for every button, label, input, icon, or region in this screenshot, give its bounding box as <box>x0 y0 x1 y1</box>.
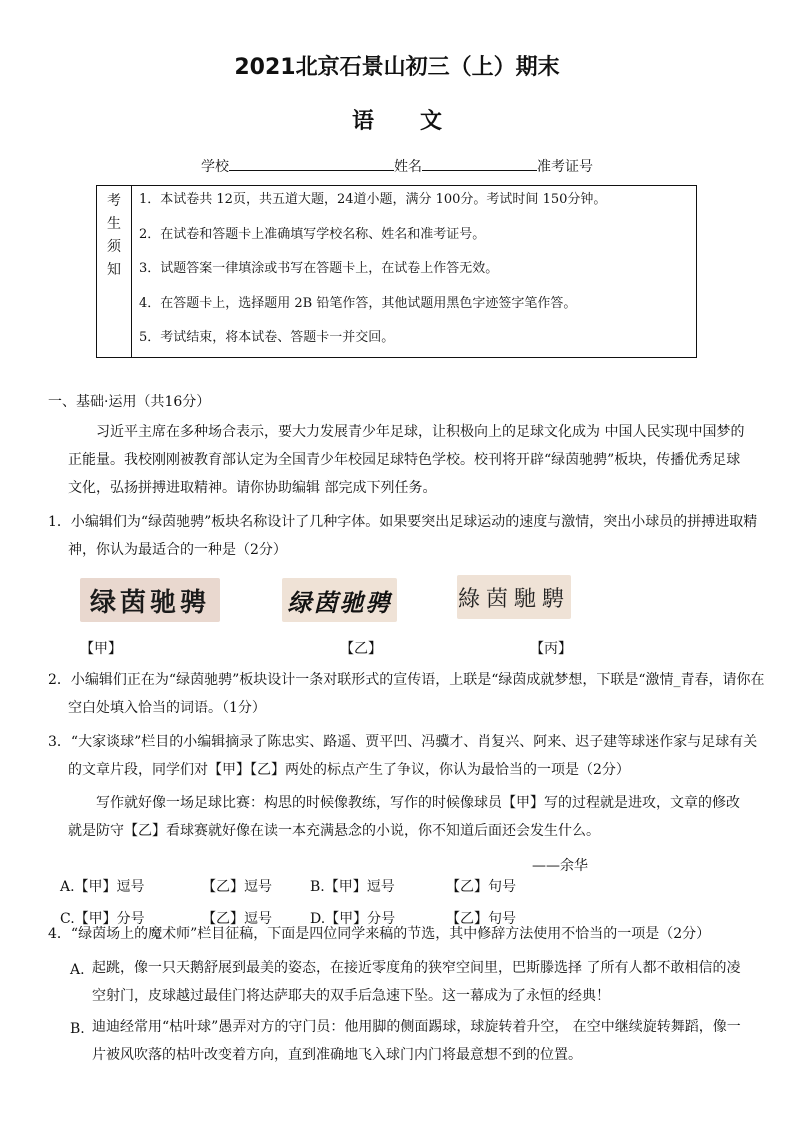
subject-title: 语文 <box>351 108 488 134</box>
option-d-second: 【乙】句号 <box>446 911 516 927</box>
notice-label <box>97 186 132 357</box>
notice-label-char: 须 <box>107 239 121 255</box>
page-title: 2021北京石景山初三（上）期末 <box>234 55 560 80</box>
font-sample-text: 綠茵馳騁 <box>457 586 570 612</box>
q4-option-a: 起跳，像一只天鹅舒展到最美的姿态，在接近零度角的狭窄空间里，巴斯滕选择 了所有人都不敢相信的凌空射门，皮球越过最佳门将达萨耶夫的双手后急速下坠。这一幕成为了永恒的经典！ <box>92 960 741 1004</box>
option-c-second: 【乙】逗号 <box>202 911 272 927</box>
notice-item: 3．试题答案一律填涂或书写在答题卡上，在试卷上作答无效。 <box>139 261 499 276</box>
section-intro: 习近平主席在多种场合表示，要大力发展青少年足球，让积极向上的足球文化成为 中国人民实现中国梦的正能量。我校刚刚被教育部认定为全国青少年校园足球特色学校。校刊将开辟“绿茵驰骋”板块，传播优秀足球文化，弘扬拼搏进取精神。请你协助编辑 部完成下列任务。 <box>68 424 745 496</box>
notice-label-char: 知 <box>107 262 121 278</box>
q4-option-b: 迪迪经常用“枯叶球”愚弄对方的守门员：他用脚的侧面踢球，球旋转着升空， 在空中继续旋转舞蹈，像一片被风吹落的枯叶改变着方向，直到准确地飞入球门内门将最意想不到的位置。 <box>92 1019 741 1063</box>
exam-notice-box <box>96 185 697 358</box>
notice-item: 1．本试卷共 12页，共五道大题，24道小题，满分 100分。考试时间 150分钟。 <box>139 192 607 207</box>
notice-item: 5．考试结束，将本试卷、答题卡一并交回。 <box>139 330 395 345</box>
school-label: 学校 <box>201 159 229 175</box>
notice-items <box>139 190 606 363</box>
font-sample-text: 绿茵驰骋 <box>89 587 210 618</box>
font-sample-jia <box>80 578 220 622</box>
q4-option-a-label: A. <box>70 962 85 978</box>
school-blank <box>229 156 394 171</box>
question-3-quote: 写作就好像一场足球比赛：构思的时候像教练，写作的时候像球员【甲】写的过程就是进攻，文章的修改就是防守【乙】看球赛就好像在读一本充满悬念的小说，你不知道后面还会发生什么。 <box>68 795 740 839</box>
name-blank <box>422 156 537 171</box>
exam-no-label: 准考证号 <box>537 159 593 175</box>
option-c: C.【甲】分号 <box>60 911 145 927</box>
option-b: B.【甲】逗号 <box>310 879 395 895</box>
font-sample-yi <box>282 578 397 622</box>
name-label: 姓名 <box>394 159 422 175</box>
question-3: 3．“大家谈球”栏目的小编辑摘录了陈忠实、路遥、贾平凹、冯骥才、肖复兴、阿来、迟子建等球迷作家与足球有关的文章片段，同学们对【甲】【乙】两处的标点产生了争议，你认为最恰当的一项是（2分） <box>48 734 758 778</box>
question-4: 4．“绿茵场上的魔术师”栏目征稿，下面是四位同学来稿的节选，其中修辞方法使用不恰当的一项是（2分） <box>48 926 711 942</box>
font-label-jia: 【甲】 <box>80 641 122 657</box>
section-heading: 一、基础·运用（共16分） <box>48 394 211 410</box>
font-label-yi: 【乙】 <box>340 641 382 657</box>
quote-author: ——余华 <box>532 858 588 874</box>
question-1: 1．小编辑们为“绿茵驰骋”板块名称设计了几种字体。如果要突出足球运动的速度与激情，突出小球员的拼搏进取精神，你认为最适合的一种是（2分） <box>48 514 758 558</box>
student-info-line <box>0 156 794 176</box>
notice-label-char: 考 <box>107 193 121 209</box>
q4-option-b-label: B. <box>70 1021 85 1037</box>
notice-item: 4．在答题卡上，选择题用 2B 铅笔作答，其他试题用黑色字迹签字笔作答。 <box>139 295 577 311</box>
option-a-second: 【乙】逗号 <box>202 879 272 895</box>
option-d: D.【甲】分号 <box>310 911 396 927</box>
font-label-bing: 【丙】 <box>530 641 572 657</box>
option-a: A.【甲】逗号 <box>60 879 145 895</box>
option-b-second: 【乙】句号 <box>446 879 516 895</box>
notice-item: 2．在试卷和答题卡上准确填写学校名称、姓名和准考证号。 <box>139 226 486 242</box>
notice-label-char: 生 <box>107 216 121 232</box>
font-sample-text: 绿茵驰骋 <box>287 587 392 617</box>
font-sample-bing <box>457 575 571 619</box>
question-2: 2．小编辑们正在为“绿茵驰骋”板块设计一条对联形式的宣传语，上联是“绿茵成就梦想，下联是“激情_青春，请你在空白处填入恰当的词语。（1分） <box>48 672 765 716</box>
